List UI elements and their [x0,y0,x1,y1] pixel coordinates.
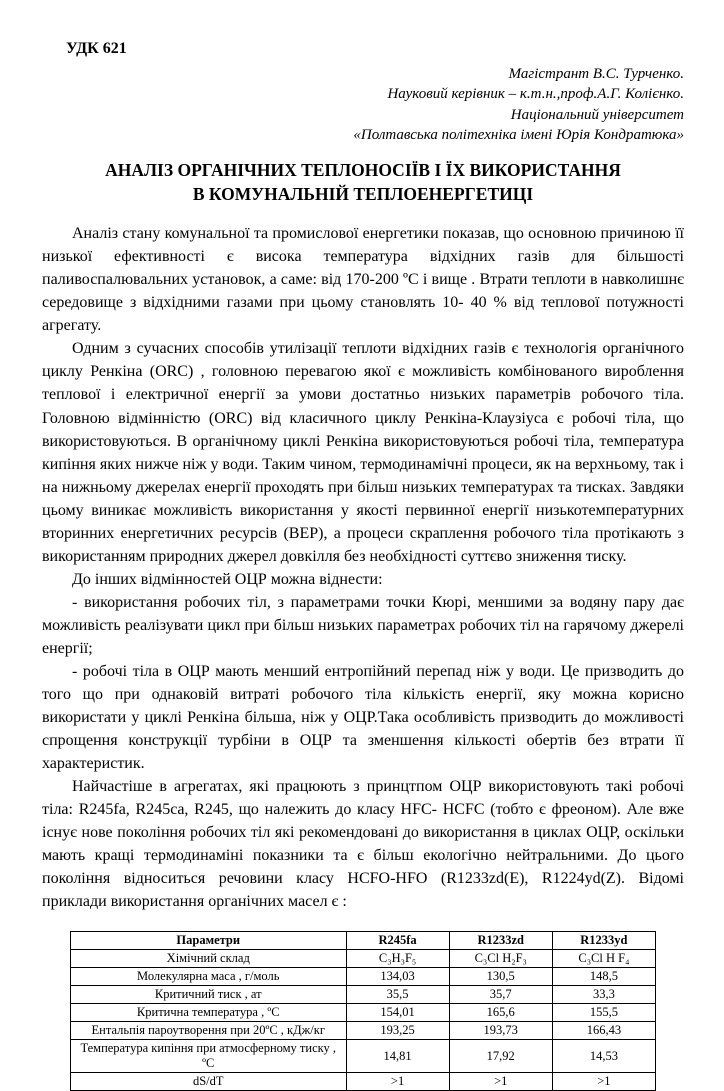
table-row-ds-dt [71,1073,656,1091]
header-cell-r1233zd: R1233zd [449,932,552,950]
table-cell: 33,3 [552,986,655,1004]
table-cell: 148,5 [552,968,655,986]
row-label: Молекулярна маса , г/моль [71,968,347,986]
refrigerant-properties-table [70,931,656,1091]
paragraph-intro: Аналіз стану комунальної та промислової енергетики показав, що основною причиною її низької ефективності є висока температура відхідних газів для більшості паливоспалювальних установок, а саме: від 170-200 ºС і вище . Втрати теплоти в навколишнє середовище з відхідними газами при цьому становлять 10- 40 % від теплової потужності агрегату. [42,225,684,335]
table-container [42,931,684,1091]
table-cell: 193,73 [449,1022,552,1040]
udk-code: УДК 621 [66,40,127,57]
table-cell: C₃H₃F₅ [346,950,449,968]
row-label: Температура кипіння при атмосферному тиску , ºС [71,1040,347,1073]
header-cell-r245fa: R245fa [346,932,449,950]
table-row-molecular-mass [71,968,656,986]
row-label: Ентальпія пароутворення при 20ºС , кДж/кг [71,1022,347,1040]
table-row-boiling-temperature [71,1040,656,1073]
author-block [42,64,684,145]
table-cell: >1 [346,1073,449,1091]
table-cell: 14,81 [346,1040,449,1073]
row-label: Хімічний склад [71,950,347,968]
table-cell: >1 [552,1073,655,1091]
header-cell-parameters: Параметри [71,932,347,950]
table-cell: 165,6 [449,1004,552,1022]
table-cell: C₃Cl H F₄ [552,950,655,968]
table-cell: C₃Cl H₂F₃ [449,950,552,968]
list-item-entropy-drop: - робочі тіла в ОЦР мають менший ентропійний перепад ніж у води. Це призводить до того що при однаковій витраті робочого тіла кількість енергії, яку можна корисно використати у циклі Ренкіна більша, ніж у ОЦР.Така особливість призводить до можливості спрощення конструкції турбіни в ОЦР та зменшення кількості обертів без втрати її характеристик. [42,662,684,772]
table-row-chemical-composition [71,950,656,968]
header-cell-r1233yd: R1233yd [552,932,655,950]
byline-university: Національний університет [510,106,684,123]
byline-university-name: «Полтавська політехніка імені Юрія Кондратюка» [353,126,684,143]
table-row-vaporization-enthalpy [71,1022,656,1040]
table-cell: 134,03 [346,968,449,986]
table-cell: 193,25 [346,1022,449,1040]
table-cell: 155,5 [552,1004,655,1022]
list-item-curie-point: - використання робочих тіл, з параметрами точки Кюрі, меншими за водяну пару дає можливість реалізувати цикл при більш низьких параметрах робочих тіл на гарячому джерелі енергії; [42,593,684,657]
table-cell: 166,43 [552,1022,655,1040]
row-label: Критична температура , ºС [71,1004,347,1022]
byline-supervisor: Науковий керівник – к.т.н.,проф.А.Г. Колієнко. [387,86,684,103]
table-cell: 130,5 [449,968,552,986]
table-header-row [71,932,656,950]
table-row-critical-pressure [71,986,656,1004]
byline-author: Магістрант В.С. Турченко. [508,66,684,82]
row-label: dS/dT [71,1073,347,1091]
table-cell: 14,53 [552,1040,655,1073]
table-cell: >1 [449,1073,552,1091]
paper-title-line1: АНАЛІЗ ОРГАНІЧНИХ ТЕПЛОНОСІЇВ І ЇХ ВИКОРИСТАННЯ [105,160,621,180]
row-label: Критичний тиск , ат [71,986,347,1004]
paragraph-working-fluids: Найчастіше в агрегатах, які працюють з принцтпом ОЦР використовують такі робочі тіла: R245fa, R245ca, R245, що належить до класу HFC- HCFC (тобто є фреоном). Але вже існує нове покоління робочих тіл які рекомендовані до використання в циклах ОЦР, оскільки мають кращі термодинаміні показники та є більш екологічно нейтральними. До цього покоління відноситься речовини класу HCFO-HFO (R1233zd(E), R1224yd(Z). Відомі приклади використання органічних масел є : [42,778,684,911]
paper-title [42,159,684,206]
paper-title-line2: В КОМУНАЛЬНІЙ ТЕПЛОЕНЕРГЕТИЦІ [192,183,534,204]
table-cell: 35,5 [346,986,449,1004]
table-cell: 35,7 [449,986,552,1004]
table-cell: 17,92 [449,1040,552,1073]
table-row-critical-temperature [71,1004,656,1022]
table-cell: 154,01 [346,1004,449,1022]
paragraph-orc-description: Одним з сучасних способів утилізації теплоти відхідних газів є технологія органічного циклу Ренкіна (ORC) , головною перевагою якої є можливість комбінованого вироблення теплової і електричної енергії за умови достатньо низьких параметрів робочого тіла. Головною відмінністю (ORC) від класичного циклу Ренкіна-Клаузіуса є робочі тіла, що використовуються. В органічному циклі Ренкіна використовуються робочі тіла, температура кипіння яких нижче ніж у води. Таким чином, термодинамічні процеси, як на верхньому, так і на нижньому джерелах енергії проходять при більш низьких температурах та тисках. Завдяки цьому виникає можливість використання у якості первинної енергії низькотемпературних вторинних енергетичних ресурсів (ВЕР), а процеси скраплення робочого тіла протікають з використанням природних джерел довкілля без необхідності суттєво зниження тиску. [42,340,684,565]
paragraph-differences-lead: До інших відмінностей ОЦР можна віднести: [72,570,383,588]
